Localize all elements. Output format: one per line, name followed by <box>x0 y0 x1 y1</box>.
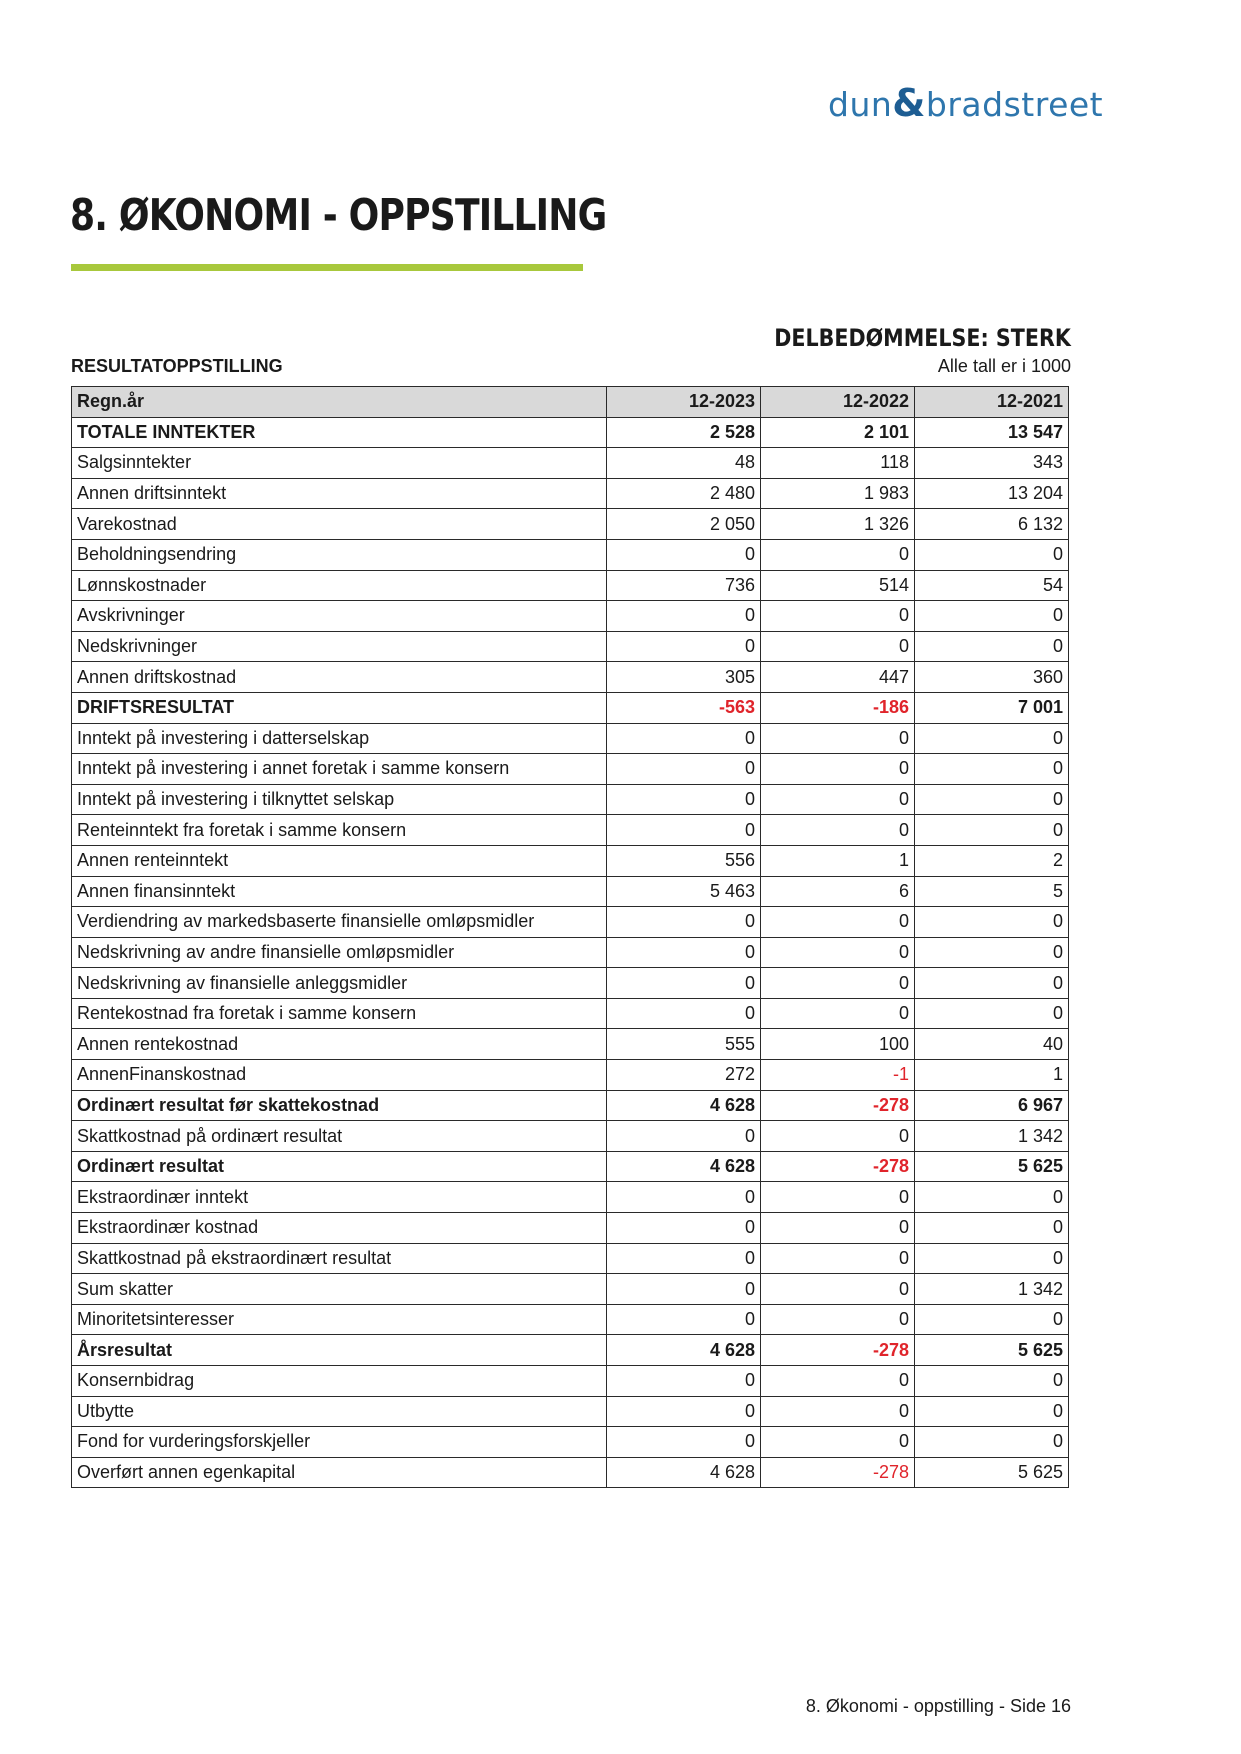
row-value: 0 <box>761 1182 915 1213</box>
table-row <box>72 601 1069 632</box>
column-header-2022: 12-2022 <box>761 387 915 418</box>
row-label: Fond for vurderingsforskjeller <box>72 1427 607 1458</box>
page-title: 8. ØKONOMI - OPPSTILLING <box>70 190 607 241</box>
row-label: Annen driftsinntekt <box>72 478 607 509</box>
row-value: 0 <box>607 723 761 754</box>
row-value: 13 204 <box>915 478 1069 509</box>
row-label: Annen finansinntekt <box>72 876 607 907</box>
row-value: 2 101 <box>761 417 915 448</box>
row-value: 2 528 <box>607 417 761 448</box>
row-value: 0 <box>761 1274 915 1305</box>
brand-logo-text-bradstreet: bradstreet <box>925 85 1104 124</box>
row-value: 6 967 <box>915 1090 1069 1121</box>
row-value: 0 <box>915 815 1069 846</box>
row-value: 1 983 <box>761 478 915 509</box>
row-label: Utbytte <box>72 1396 607 1427</box>
row-value: 0 <box>761 631 915 662</box>
table-row <box>72 539 1069 570</box>
row-value: -278 <box>761 1090 915 1121</box>
table-row <box>72 1151 1069 1182</box>
row-label: Nedskrivning av andre finansielle omløpsmidler <box>72 937 607 968</box>
column-header-2023: 12-2023 <box>607 387 761 418</box>
row-value: 0 <box>761 1121 915 1152</box>
row-value: 0 <box>915 754 1069 785</box>
row-value: 0 <box>915 937 1069 968</box>
row-value: 0 <box>607 1243 761 1274</box>
row-value: -278 <box>761 1457 915 1488</box>
table-row <box>72 417 1069 448</box>
row-value: 514 <box>761 570 915 601</box>
row-value: 40 <box>915 1029 1069 1060</box>
table-row <box>72 1029 1069 1060</box>
row-value: 118 <box>761 448 915 479</box>
row-label: Skattkostnad på ekstraordinært resultat <box>72 1243 607 1274</box>
table-row <box>72 1366 1069 1397</box>
row-value: 1 <box>761 845 915 876</box>
row-value: 0 <box>761 907 915 938</box>
row-value: 555 <box>607 1029 761 1060</box>
table-row <box>72 1121 1069 1152</box>
table-row <box>72 907 1069 938</box>
row-value: 48 <box>607 448 761 479</box>
row-value: 1 <box>915 1060 1069 1091</box>
row-value: 0 <box>607 539 761 570</box>
row-value: 0 <box>915 1427 1069 1458</box>
table-row <box>72 1457 1069 1488</box>
row-label: Lønnskostnader <box>72 570 607 601</box>
row-value: 0 <box>607 937 761 968</box>
row-value: 0 <box>761 1427 915 1458</box>
row-value: 0 <box>761 998 915 1029</box>
row-value: -563 <box>607 692 761 723</box>
row-value: 0 <box>607 631 761 662</box>
row-value: 0 <box>607 601 761 632</box>
row-label: Annen rentekostnad <box>72 1029 607 1060</box>
table-row <box>72 968 1069 999</box>
row-value: 0 <box>915 968 1069 999</box>
row-value: 447 <box>761 662 915 693</box>
table-row <box>72 448 1069 479</box>
row-value: 0 <box>915 1213 1069 1244</box>
row-value: 5 625 <box>915 1457 1069 1488</box>
row-value: 0 <box>607 1182 761 1213</box>
row-label: Salgsinntekter <box>72 448 607 479</box>
row-value: 0 <box>761 754 915 785</box>
row-value: 0 <box>761 1243 915 1274</box>
row-value: 0 <box>915 1182 1069 1213</box>
row-label: Inntekt på investering i datterselskap <box>72 723 607 754</box>
column-header-label: Regn.år <box>72 387 607 418</box>
row-value: 0 <box>607 1304 761 1335</box>
row-label: Minoritetsinteresser <box>72 1304 607 1335</box>
row-value: -186 <box>761 692 915 723</box>
row-value: 0 <box>915 1396 1069 1427</box>
row-value: 0 <box>607 1396 761 1427</box>
table-header-row <box>72 387 1069 418</box>
table-row <box>72 509 1069 540</box>
row-value: 5 625 <box>915 1335 1069 1366</box>
row-value: 0 <box>761 601 915 632</box>
row-value: 0 <box>915 631 1069 662</box>
row-value: 0 <box>915 601 1069 632</box>
row-label: Avskrivninger <box>72 601 607 632</box>
table-row <box>72 754 1069 785</box>
row-value: 5 463 <box>607 876 761 907</box>
row-label: Annen driftskostnad <box>72 662 607 693</box>
table-row <box>72 692 1069 723</box>
row-value: 0 <box>915 1304 1069 1335</box>
row-label: Beholdningsendring <box>72 539 607 570</box>
table-row <box>72 570 1069 601</box>
row-value: 0 <box>915 784 1069 815</box>
brand-logo <box>828 78 1104 128</box>
row-value: 0 <box>915 998 1069 1029</box>
row-value: 2 050 <box>607 509 761 540</box>
row-label: Verdiendring av markedsbaserte finansielle omløpsmidler <box>72 907 607 938</box>
row-value: 13 547 <box>915 417 1069 448</box>
section-label: RESULTATOPPSTILLING <box>71 356 283 376</box>
brand-logo-ampersand: & <box>892 81 926 125</box>
row-value: 0 <box>761 1213 915 1244</box>
table-row <box>72 1274 1069 1305</box>
row-value: 0 <box>607 815 761 846</box>
table-row <box>72 723 1069 754</box>
table-row <box>72 1213 1069 1244</box>
row-value: 0 <box>915 1366 1069 1397</box>
row-value: 0 <box>915 723 1069 754</box>
row-value: -278 <box>761 1335 915 1366</box>
row-value: 0 <box>915 907 1069 938</box>
row-value: 0 <box>607 1366 761 1397</box>
row-value: 343 <box>915 448 1069 479</box>
row-label: Inntekt på investering i tilknyttet selskap <box>72 784 607 815</box>
table-row <box>72 937 1069 968</box>
row-value: 100 <box>761 1029 915 1060</box>
row-label: Ordinært resultat før skattekostnad <box>72 1090 607 1121</box>
row-value: 0 <box>761 1304 915 1335</box>
row-label: Nedskrivninger <box>72 631 607 662</box>
page-footer: 8. Økonomi - oppstilling - Side 16 <box>805 1696 1071 1716</box>
row-value: 0 <box>761 784 915 815</box>
row-value: 272 <box>607 1060 761 1091</box>
table-row <box>72 815 1069 846</box>
row-label: Rentekostnad fra foretak i samme konsern <box>72 998 607 1029</box>
row-label: TOTALE INNTEKTER <box>72 417 607 448</box>
row-value: 0 <box>761 539 915 570</box>
table-row <box>72 876 1069 907</box>
row-value: -278 <box>761 1151 915 1182</box>
row-label: DRIFTSRESULTAT <box>72 692 607 723</box>
row-value: 0 <box>607 1427 761 1458</box>
table-row <box>72 784 1069 815</box>
table-row <box>72 1060 1069 1091</box>
row-label: Annen renteinntekt <box>72 845 607 876</box>
income-statement-table <box>71 386 1069 1488</box>
row-value: 0 <box>761 723 915 754</box>
row-value: 0 <box>607 784 761 815</box>
row-value: 0 <box>761 815 915 846</box>
row-value: 1 342 <box>915 1274 1069 1305</box>
row-label: Årsresultat <box>72 1335 607 1366</box>
row-label: Nedskrivning av finansielle anleggsmidler <box>72 968 607 999</box>
units-note: Alle tall er i 1000 <box>937 356 1071 376</box>
row-value: 1 342 <box>915 1121 1069 1152</box>
rating-heading: DELBEDØMMELSE: STERK <box>774 324 1071 352</box>
row-value: 736 <box>607 570 761 601</box>
table-row <box>72 845 1069 876</box>
row-label: Sum skatter <box>72 1274 607 1305</box>
table-row <box>72 1427 1069 1458</box>
row-label: AnnenFinanskostnad <box>72 1060 607 1091</box>
row-value: 305 <box>607 662 761 693</box>
row-value: 0 <box>607 1213 761 1244</box>
table-row <box>72 662 1069 693</box>
table-row <box>72 1182 1069 1213</box>
row-value: 2 480 <box>607 478 761 509</box>
row-value: 0 <box>607 998 761 1029</box>
row-label: Ekstraordinær kostnad <box>72 1213 607 1244</box>
row-value: 0 <box>607 907 761 938</box>
row-value: 0 <box>607 968 761 999</box>
row-value: 0 <box>915 1243 1069 1274</box>
row-value: 0 <box>761 1396 915 1427</box>
row-value: 4 628 <box>607 1457 761 1488</box>
row-value: 0 <box>607 1274 761 1305</box>
row-value: 0 <box>915 539 1069 570</box>
row-value: 0 <box>607 1121 761 1152</box>
table-row <box>72 1396 1069 1427</box>
row-value: 0 <box>761 937 915 968</box>
row-value: 1 326 <box>761 509 915 540</box>
row-value: 4 628 <box>607 1335 761 1366</box>
row-label: Skattkostnad på ordinært resultat <box>72 1121 607 1152</box>
row-value: 0 <box>761 968 915 999</box>
row-value: 7 001 <box>915 692 1069 723</box>
row-label: Renteinntekt fra foretak i samme konsern <box>72 815 607 846</box>
row-label: Inntekt på investering i annet foretak i samme konsern <box>72 754 607 785</box>
row-label: Overført annen egenkapital <box>72 1457 607 1488</box>
table-body <box>72 417 1069 1488</box>
row-value: 360 <box>915 662 1069 693</box>
row-value: -1 <box>761 1060 915 1091</box>
row-value: 2 <box>915 845 1069 876</box>
row-value: 6 132 <box>915 509 1069 540</box>
row-value: 4 628 <box>607 1151 761 1182</box>
table-row <box>72 1304 1069 1335</box>
row-value: 556 <box>607 845 761 876</box>
row-label: Konsernbidrag <box>72 1366 607 1397</box>
column-header-2021: 12-2021 <box>915 387 1069 418</box>
table-row <box>72 1243 1069 1274</box>
table-row <box>72 1090 1069 1121</box>
table-row <box>72 631 1069 662</box>
row-value: 5 <box>915 876 1069 907</box>
row-label: Ekstraordinær inntekt <box>72 1182 607 1213</box>
row-value: 54 <box>915 570 1069 601</box>
row-value: 5 625 <box>915 1151 1069 1182</box>
row-label: Ordinært resultat <box>72 1151 607 1182</box>
brand-logo-text-dun: dun <box>828 85 893 124</box>
row-value: 4 628 <box>607 1090 761 1121</box>
table-row <box>72 1335 1069 1366</box>
row-value: 0 <box>607 754 761 785</box>
title-underline <box>71 264 583 271</box>
row-value: 0 <box>761 1366 915 1397</box>
table-row <box>72 998 1069 1029</box>
row-value: 6 <box>761 876 915 907</box>
row-label: Varekostnad <box>72 509 607 540</box>
table-row <box>72 478 1069 509</box>
